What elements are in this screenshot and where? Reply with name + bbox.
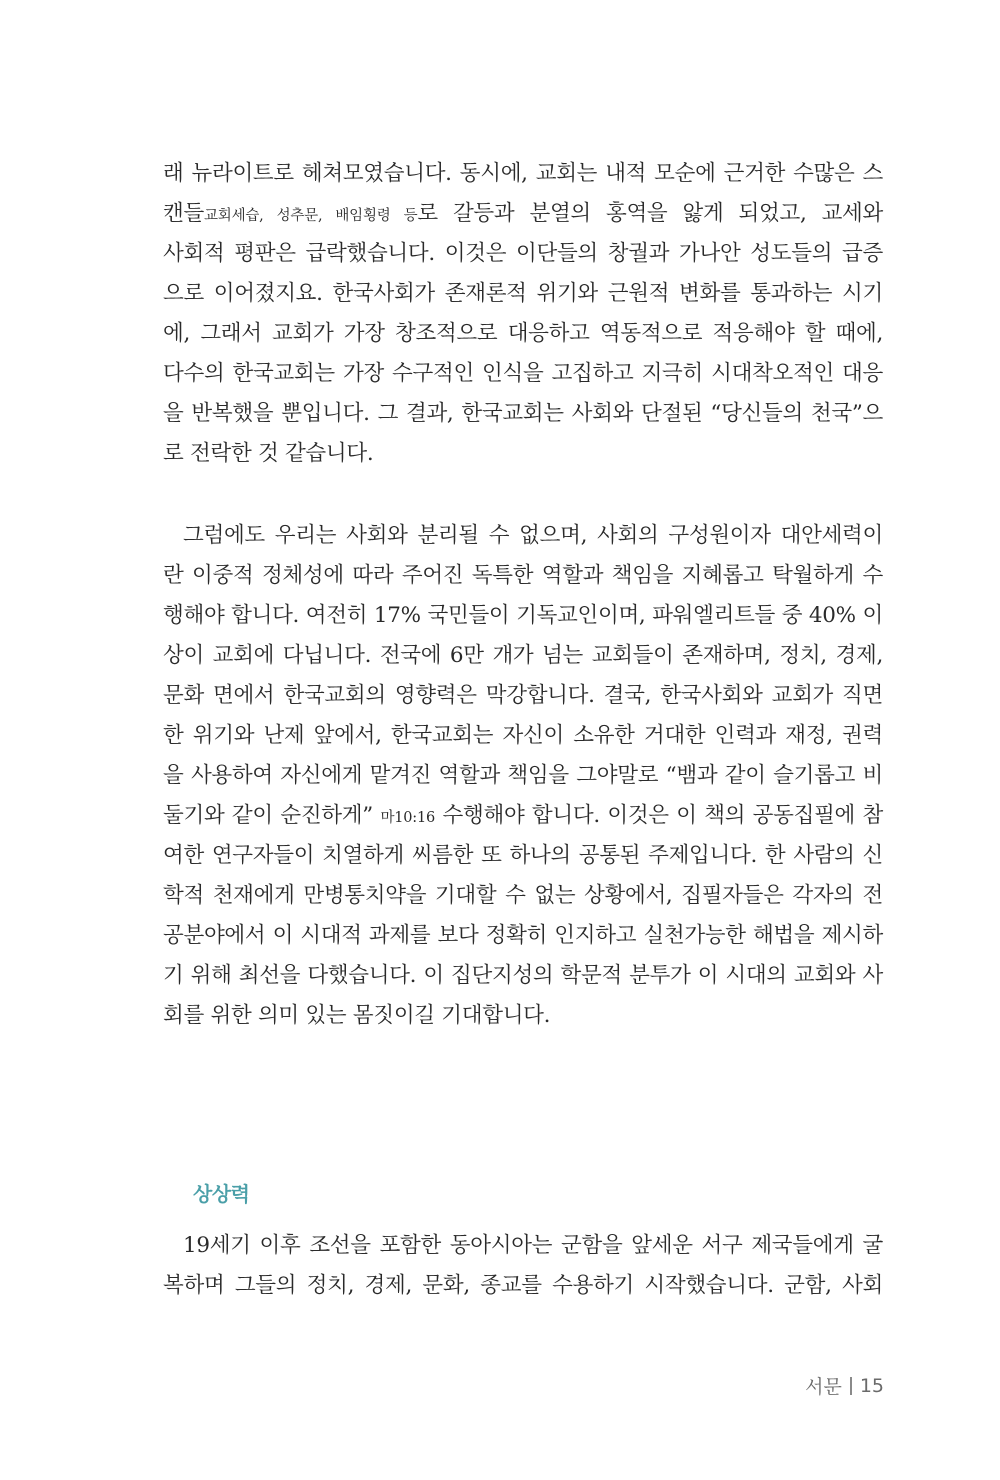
text-line: 둘기와 같이 순진하게” 마10:16 수행해야 합니다. 이것은 이 책의 공동집필에 참 bbox=[163, 803, 883, 828]
inline-note: 마10:16 bbox=[380, 810, 436, 826]
text-line: 그럼에도 우리는 사회와 분리될 수 없으며, 사회의 구성원이자 대안세력이 bbox=[183, 523, 883, 548]
paragraph-2 bbox=[163, 516, 883, 1036]
text-line: 로 전락한 것 같습니다. bbox=[163, 441, 374, 466]
text-line: 에, 그래서 교회가 가장 창조적으로 대응하고 역동적으로 적응해야 할 때에, bbox=[163, 321, 883, 346]
text-line: 문화 면에서 한국교회의 영향력은 막강합니다. 결국, 한국사회와 교회가 직면 bbox=[163, 683, 883, 708]
paragraph-3 bbox=[163, 1226, 883, 1306]
text-line: 행해야 합니다. 여전히 17% 국민들이 기독교인이며, 파워엘리트들 중 40% 이 bbox=[163, 603, 883, 628]
text-line: 상이 교회에 다닙니다. 전국에 6만 개가 넘는 교회들이 존재하며, 정치, 경제, bbox=[163, 643, 883, 668]
section-label: 서문 bbox=[805, 1376, 842, 1398]
text-line: 래 뉴라이트로 헤쳐모였습니다. 동시에, 교회는 내적 모순에 근거한 수많은 스 bbox=[163, 161, 883, 186]
text-line: 란 이중적 정체성에 따라 주어진 독특한 역할과 책임을 지혜롭고 탁월하게 수 bbox=[163, 563, 883, 588]
text-line: 을 사용하여 자신에게 맡겨진 역할과 책임을 그야말로 “뱀과 같이 슬기롭고 비 bbox=[163, 763, 883, 788]
text-line: 한 위기와 난제 앞에서, 한국교회는 자신이 소유한 거대한 인력과 재정, 권력 bbox=[163, 723, 883, 748]
text-line: 캔들교회세습, 성추문, 배임횡령 등로 갈등과 분열의 홍역을 앓게 되었고, 교세와 bbox=[163, 201, 883, 226]
text-line: 다수의 한국교회는 가장 수구적인 인식을 고집하고 지극히 시대착오적인 대응 bbox=[163, 361, 883, 386]
text-line: 회를 위한 의미 있는 몸짓이길 기대합니다. bbox=[163, 1003, 551, 1028]
inline-note: 교회세습, 성추문, 배임횡령 등 bbox=[203, 208, 418, 224]
text-line: 기 위해 최선을 다했습니다. 이 집단지성의 학문적 분투가 이 시대의 교회와 사 bbox=[163, 963, 883, 988]
page-number: 15 bbox=[859, 1374, 884, 1397]
page-footer bbox=[805, 1372, 884, 1399]
text-line: 사회적 평판은 급락했습니다. 이것은 이단들의 창궐과 가나안 성도들의 급증 bbox=[163, 241, 883, 266]
text-line: 으로 이어졌지요. 한국사회가 존재론적 위기와 근원적 변화를 통과하는 시기 bbox=[163, 281, 883, 306]
text-line: 복하며 그들의 정치, 경제, 문화, 종교를 수용하기 시작했습니다. 군함, 사회 bbox=[163, 1273, 883, 1298]
text-line: 학적 천재에게 만병통치약을 기대할 수 없는 상황에서, 집필자들은 각자의 전 bbox=[163, 883, 883, 908]
paragraph-1 bbox=[163, 154, 883, 474]
text-line: 여한 연구자들이 치열하게 씨름한 또 하나의 공통된 주제입니다. 한 사람의 신 bbox=[163, 843, 883, 868]
text-line: 19세기 이후 조선을 포함한 동아시아는 군함을 앞세운 서구 제국들에게 굴 bbox=[183, 1233, 883, 1258]
text-line: 을 반복했을 뿐입니다. 그 결과, 한국교회는 사회와 단절된 “당신들의 천국”으 bbox=[163, 401, 883, 426]
section-heading: 상상력 bbox=[193, 1182, 250, 1206]
footer-divider bbox=[850, 1377, 852, 1395]
text-line: 공분야에서 이 시대적 과제를 보다 정확히 인지하고 실천가능한 해법을 제시하 bbox=[163, 923, 883, 948]
